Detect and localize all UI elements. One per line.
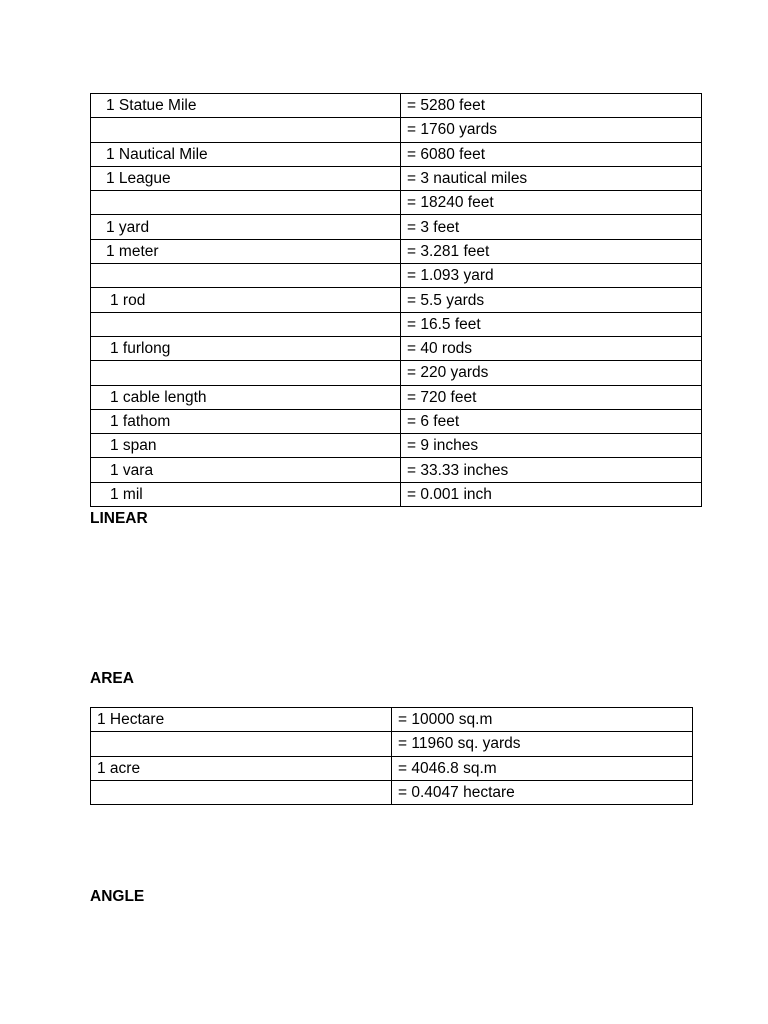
- value-cell: = 4046.8 sq.m: [392, 756, 693, 780]
- value-cell: = 720 feet: [401, 385, 702, 409]
- unit-cell: 1 rod: [91, 288, 401, 312]
- table-row: [91, 166, 702, 190]
- table-row: [91, 482, 702, 506]
- value-cell: = 1760 yards: [401, 118, 702, 142]
- unit-cell: [91, 191, 401, 215]
- unit-cell: [91, 732, 392, 756]
- area-heading: AREA: [90, 670, 134, 687]
- table-row: [91, 239, 702, 263]
- unit-cell: 1 vara: [91, 458, 401, 482]
- area-conversion-table: [90, 707, 693, 805]
- unit-cell: 1 acre: [91, 756, 392, 780]
- table-row: [91, 385, 702, 409]
- value-cell: = 3 feet: [401, 215, 702, 239]
- value-cell: = 3 nautical miles: [401, 166, 702, 190]
- unit-cell: 1 Statue Mile: [91, 94, 401, 118]
- unit-cell: 1 span: [91, 434, 401, 458]
- value-cell: = 40 rods: [401, 336, 702, 360]
- value-cell: = 220 yards: [401, 361, 702, 385]
- table-row: [91, 191, 702, 215]
- unit-cell: 1 mil: [91, 482, 401, 506]
- unit-cell: 1 fathom: [91, 409, 401, 433]
- unit-cell: [91, 312, 401, 336]
- value-cell: = 5.5 yards: [401, 288, 702, 312]
- table-row: [91, 780, 693, 804]
- table-row: [91, 142, 702, 166]
- value-cell: = 10000 sq.m: [392, 708, 693, 732]
- table-row: [91, 708, 693, 732]
- linear-conversion-table: [90, 93, 702, 507]
- value-cell: = 5280 feet: [401, 94, 702, 118]
- table-row: [91, 434, 702, 458]
- table-row: [91, 756, 693, 780]
- table-row: [91, 118, 702, 142]
- angle-heading: ANGLE: [90, 888, 145, 905]
- unit-cell: 1 cable length: [91, 385, 401, 409]
- value-cell: = 3.281 feet: [401, 239, 702, 263]
- value-cell: = 18240 feet: [401, 191, 702, 215]
- table-row: [91, 215, 702, 239]
- value-cell: = 16.5 feet: [401, 312, 702, 336]
- unit-cell: [91, 264, 401, 288]
- unit-cell: 1 League: [91, 166, 401, 190]
- value-cell: = 33.33 inches: [401, 458, 702, 482]
- unit-cell: 1 Hectare: [91, 708, 392, 732]
- table-row: [91, 409, 702, 433]
- value-cell: = 11960 sq. yards: [392, 732, 693, 756]
- table-row: [91, 336, 702, 360]
- unit-cell: [91, 118, 401, 142]
- value-cell: = 9 inches: [401, 434, 702, 458]
- table-row: [91, 264, 702, 288]
- unit-cell: 1 meter: [91, 239, 401, 263]
- table-row: [91, 312, 702, 336]
- table-row: [91, 458, 702, 482]
- unit-cell: 1 furlong: [91, 336, 401, 360]
- table-row: [91, 94, 702, 118]
- unit-cell: [91, 780, 392, 804]
- unit-cell: [91, 361, 401, 385]
- value-cell: = 6080 feet: [401, 142, 702, 166]
- table-row: [91, 732, 693, 756]
- value-cell: = 0.4047 hectare: [392, 780, 693, 804]
- unit-cell: 1 Nautical Mile: [91, 142, 401, 166]
- value-cell: = 6 feet: [401, 409, 702, 433]
- value-cell: = 1.093 yard: [401, 264, 702, 288]
- linear-heading: LINEAR: [90, 510, 148, 527]
- unit-cell: 1 yard: [91, 215, 401, 239]
- value-cell: = 0.001 inch: [401, 482, 702, 506]
- table-row: [91, 288, 702, 312]
- table-row: [91, 361, 702, 385]
